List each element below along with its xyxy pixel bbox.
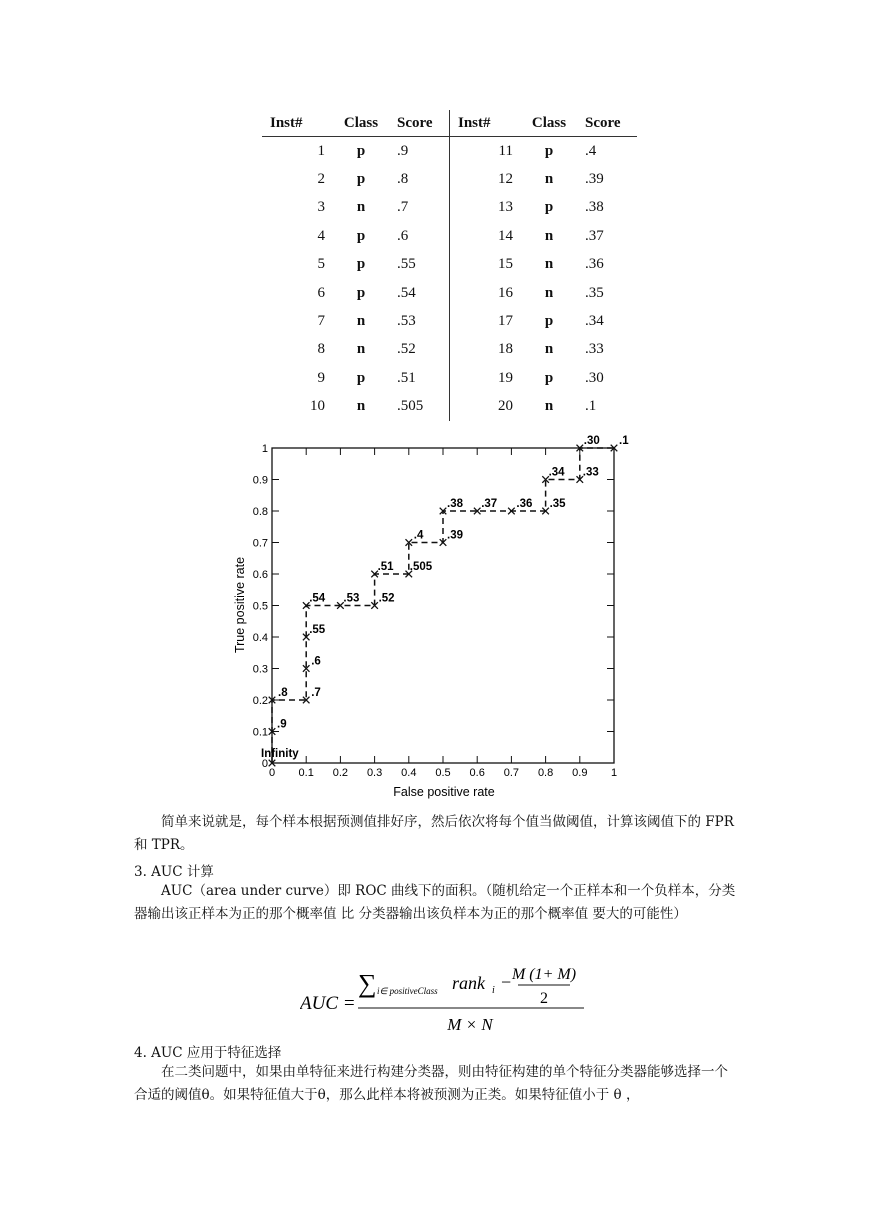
cell-inst: 5 xyxy=(317,256,325,273)
formula-sum-subscript: i∈ positiveClass xyxy=(377,986,438,996)
cell-inst: 2 xyxy=(317,171,325,188)
cell-score: .37 xyxy=(585,227,604,244)
cell-class: p xyxy=(356,142,366,159)
roc-point-label: Infinity xyxy=(261,748,299,760)
y-tick-label: 0.7 xyxy=(252,537,268,550)
x-tick-label: 0.8 xyxy=(537,767,554,779)
cell-score: .39 xyxy=(585,171,604,188)
cell-inst: 19 xyxy=(498,369,513,386)
x-tick-label: 0.9 xyxy=(572,767,588,779)
cell-inst: 3 xyxy=(317,199,325,216)
y-tick-label: 0.4 xyxy=(252,632,268,644)
cell-class: p xyxy=(356,227,366,244)
cell-class: p xyxy=(544,369,554,386)
cell-score: .54 xyxy=(391,279,450,307)
cell-score: .53 xyxy=(391,307,450,335)
cell-class: p xyxy=(356,171,366,188)
x-tick-label: 0 xyxy=(268,767,276,779)
cell-score: .38 xyxy=(585,199,604,216)
roc-point-label: .505 xyxy=(409,561,433,573)
formula-sum-symbol: ∑ xyxy=(358,969,377,998)
table-row xyxy=(262,336,637,364)
roc-points xyxy=(261,435,629,766)
plot-frame xyxy=(272,448,614,763)
cell-score: .9 xyxy=(391,137,450,166)
cell-score: .7 xyxy=(391,194,450,222)
cell-inst: 4 xyxy=(317,227,325,244)
roc-point-label: .55 xyxy=(309,624,326,636)
roc-point-label: .38 xyxy=(447,498,463,510)
cell-inst: 20 xyxy=(498,398,513,415)
x-axis-label: False positive rate xyxy=(393,785,495,799)
formula-lhs: AUC = xyxy=(300,993,356,1014)
table-row xyxy=(262,364,637,392)
cell-inst: 10 xyxy=(310,398,325,415)
y-tick-label: 0.6 xyxy=(252,569,268,581)
formula-rank: rank xyxy=(452,973,485,993)
table-row xyxy=(262,393,637,421)
x-tick-label: 0.6 xyxy=(469,767,485,779)
roc-point-label: .34 xyxy=(548,466,565,479)
header-inst: Inst# xyxy=(262,110,331,137)
cell-class: n xyxy=(356,313,366,330)
y-tick-label: 0 xyxy=(261,758,268,770)
header-inst: Inst# xyxy=(450,110,520,137)
y-tick-label: 0.1 xyxy=(252,726,268,739)
section-heading-auc: 3. AUC 计算 xyxy=(134,864,214,880)
roc-point-label: .33 xyxy=(582,466,599,479)
roc-point-label: .52 xyxy=(378,592,395,605)
table-row xyxy=(262,279,637,307)
cell-class: n xyxy=(544,341,554,358)
cell-inst: 14 xyxy=(498,227,513,244)
formula-minus: − xyxy=(501,972,512,992)
cell-class: n xyxy=(544,284,554,301)
y-tick-label: 0.9 xyxy=(252,474,268,487)
paragraph-auc-definition: AUC（area under curve）即 ROC 曲线下的面积。（随机给定一个正样本和一个负样本，分类器输出该正样本为正的那个概率值 比 分类器输出该负样本为正的那个概率值 要大的可能性） xyxy=(134,883,736,922)
y-tick-label: 1 xyxy=(261,443,268,455)
cell-class: p xyxy=(544,142,554,159)
roc-point-label: .7 xyxy=(311,687,321,699)
cell-score: .8 xyxy=(391,165,450,193)
cell-score: .4 xyxy=(585,142,597,159)
cell-class: p xyxy=(356,256,366,273)
roc-point-label: .37 xyxy=(481,498,498,510)
cell-class: p xyxy=(544,199,554,216)
cell-score: .52 xyxy=(391,336,450,364)
roc-step-line xyxy=(272,448,614,763)
roc-point-label: .6 xyxy=(311,655,321,668)
formula-denominator: M × N xyxy=(447,1015,493,1034)
table-row xyxy=(262,222,637,250)
cell-inst: 16 xyxy=(498,284,513,301)
header-score: Score xyxy=(391,110,450,137)
formula-inner-denominator: 2 xyxy=(540,990,548,1007)
cell-class: n xyxy=(356,341,366,358)
y-tick-label: 0.8 xyxy=(252,506,268,518)
y-tick-label: 0.2 xyxy=(252,695,268,707)
y-axis-label: True positive rate xyxy=(233,556,247,654)
cell-inst: 17 xyxy=(498,313,513,330)
roc-point-label: .30 xyxy=(583,435,600,447)
cell-inst: 1 xyxy=(317,142,325,159)
cell-score: .36 xyxy=(585,256,604,273)
table-row xyxy=(262,137,637,166)
cell-inst: 12 xyxy=(498,171,513,188)
cell-inst: 18 xyxy=(498,341,513,358)
paragraph-feature-selection: 在二类问题中，如果由单特征来进行构建分类器，则由特征构建的单个特征分类器能够选择一个合适的阈值θ。如果特征值大于θ，那么此样本将被预测为正类。如果特征值小于 θ ， xyxy=(134,1064,728,1103)
cell-class: p xyxy=(544,313,554,330)
x-tick-label: 0.4 xyxy=(401,767,417,779)
table-row xyxy=(262,194,637,222)
auc-formula xyxy=(300,958,600,1038)
cell-score: .30 xyxy=(585,369,604,386)
roc-point-label: .9 xyxy=(277,718,287,731)
roc-point-label: .39 xyxy=(447,529,463,542)
table-row xyxy=(262,251,637,279)
x-tick-label: 0.7 xyxy=(503,767,520,779)
table-row xyxy=(262,307,637,335)
table-header-row xyxy=(262,110,637,137)
table-row xyxy=(262,165,637,193)
roc-chart xyxy=(230,432,650,804)
cell-inst: 9 xyxy=(317,369,325,386)
x-tick-label: 0.3 xyxy=(366,767,383,779)
cell-inst: 7 xyxy=(317,313,325,330)
cell-class: n xyxy=(544,256,554,273)
cell-score: .55 xyxy=(391,251,450,279)
x-tick-label: 0.1 xyxy=(298,767,314,779)
x-tick-label: 0.2 xyxy=(332,767,349,779)
x-tick-label: 0.5 xyxy=(435,767,451,779)
cell-score: .51 xyxy=(391,364,450,392)
chart-axes xyxy=(253,443,617,779)
table-body xyxy=(262,137,637,421)
formula-rank-subscript: i xyxy=(492,985,495,996)
roc-point-label: .36 xyxy=(516,498,533,510)
cell-score: .6 xyxy=(391,222,450,250)
cell-class: p xyxy=(356,284,366,301)
roc-point-label: .51 xyxy=(377,561,394,573)
cell-score: .34 xyxy=(585,313,604,330)
y-tick-label: 0.3 xyxy=(252,663,268,676)
cell-class: n xyxy=(544,171,554,188)
roc-point-label: .8 xyxy=(278,687,288,699)
cell-class: n xyxy=(356,398,366,415)
roc-point-label: .54 xyxy=(309,592,326,605)
roc-point-label: .35 xyxy=(549,498,566,510)
header-score: Score xyxy=(579,110,637,137)
cell-score: .33 xyxy=(585,341,604,358)
cell-inst: 6 xyxy=(317,284,325,301)
cell-class: n xyxy=(544,398,554,415)
section-heading-feature-selection: 4. AUC 应用于特征选择 xyxy=(134,1045,282,1061)
cell-score: .35 xyxy=(585,284,604,301)
paragraph-roc-summary: 简单来说就是，每个样本根据预测值排好序，然后依次将每个值当做阈值，计算该阈值下的 FPR 和 TPR。 xyxy=(134,814,734,853)
cell-score: .505 xyxy=(391,393,450,421)
roc-point-label: .53 xyxy=(343,592,360,605)
roc-curve xyxy=(272,448,614,763)
cell-class: n xyxy=(356,199,366,216)
cell-inst: 8 xyxy=(317,341,325,358)
cell-inst: 15 xyxy=(498,256,513,273)
roc-point-label: .4 xyxy=(413,529,424,542)
header-class: Class xyxy=(519,110,579,137)
roc-point-label: .1 xyxy=(619,435,629,447)
cell-inst: 13 xyxy=(498,199,513,216)
instance-score-table xyxy=(262,110,637,421)
x-tick-label: 1 xyxy=(610,767,618,779)
y-tick-label: 0.5 xyxy=(252,600,268,613)
cell-class: n xyxy=(544,227,554,244)
cell-score: .1 xyxy=(585,398,597,415)
formula-inner-numerator: M (1+ M) xyxy=(511,966,577,983)
cell-inst: 11 xyxy=(498,142,513,159)
cell-class: p xyxy=(356,369,366,386)
header-class: Class xyxy=(331,110,391,137)
